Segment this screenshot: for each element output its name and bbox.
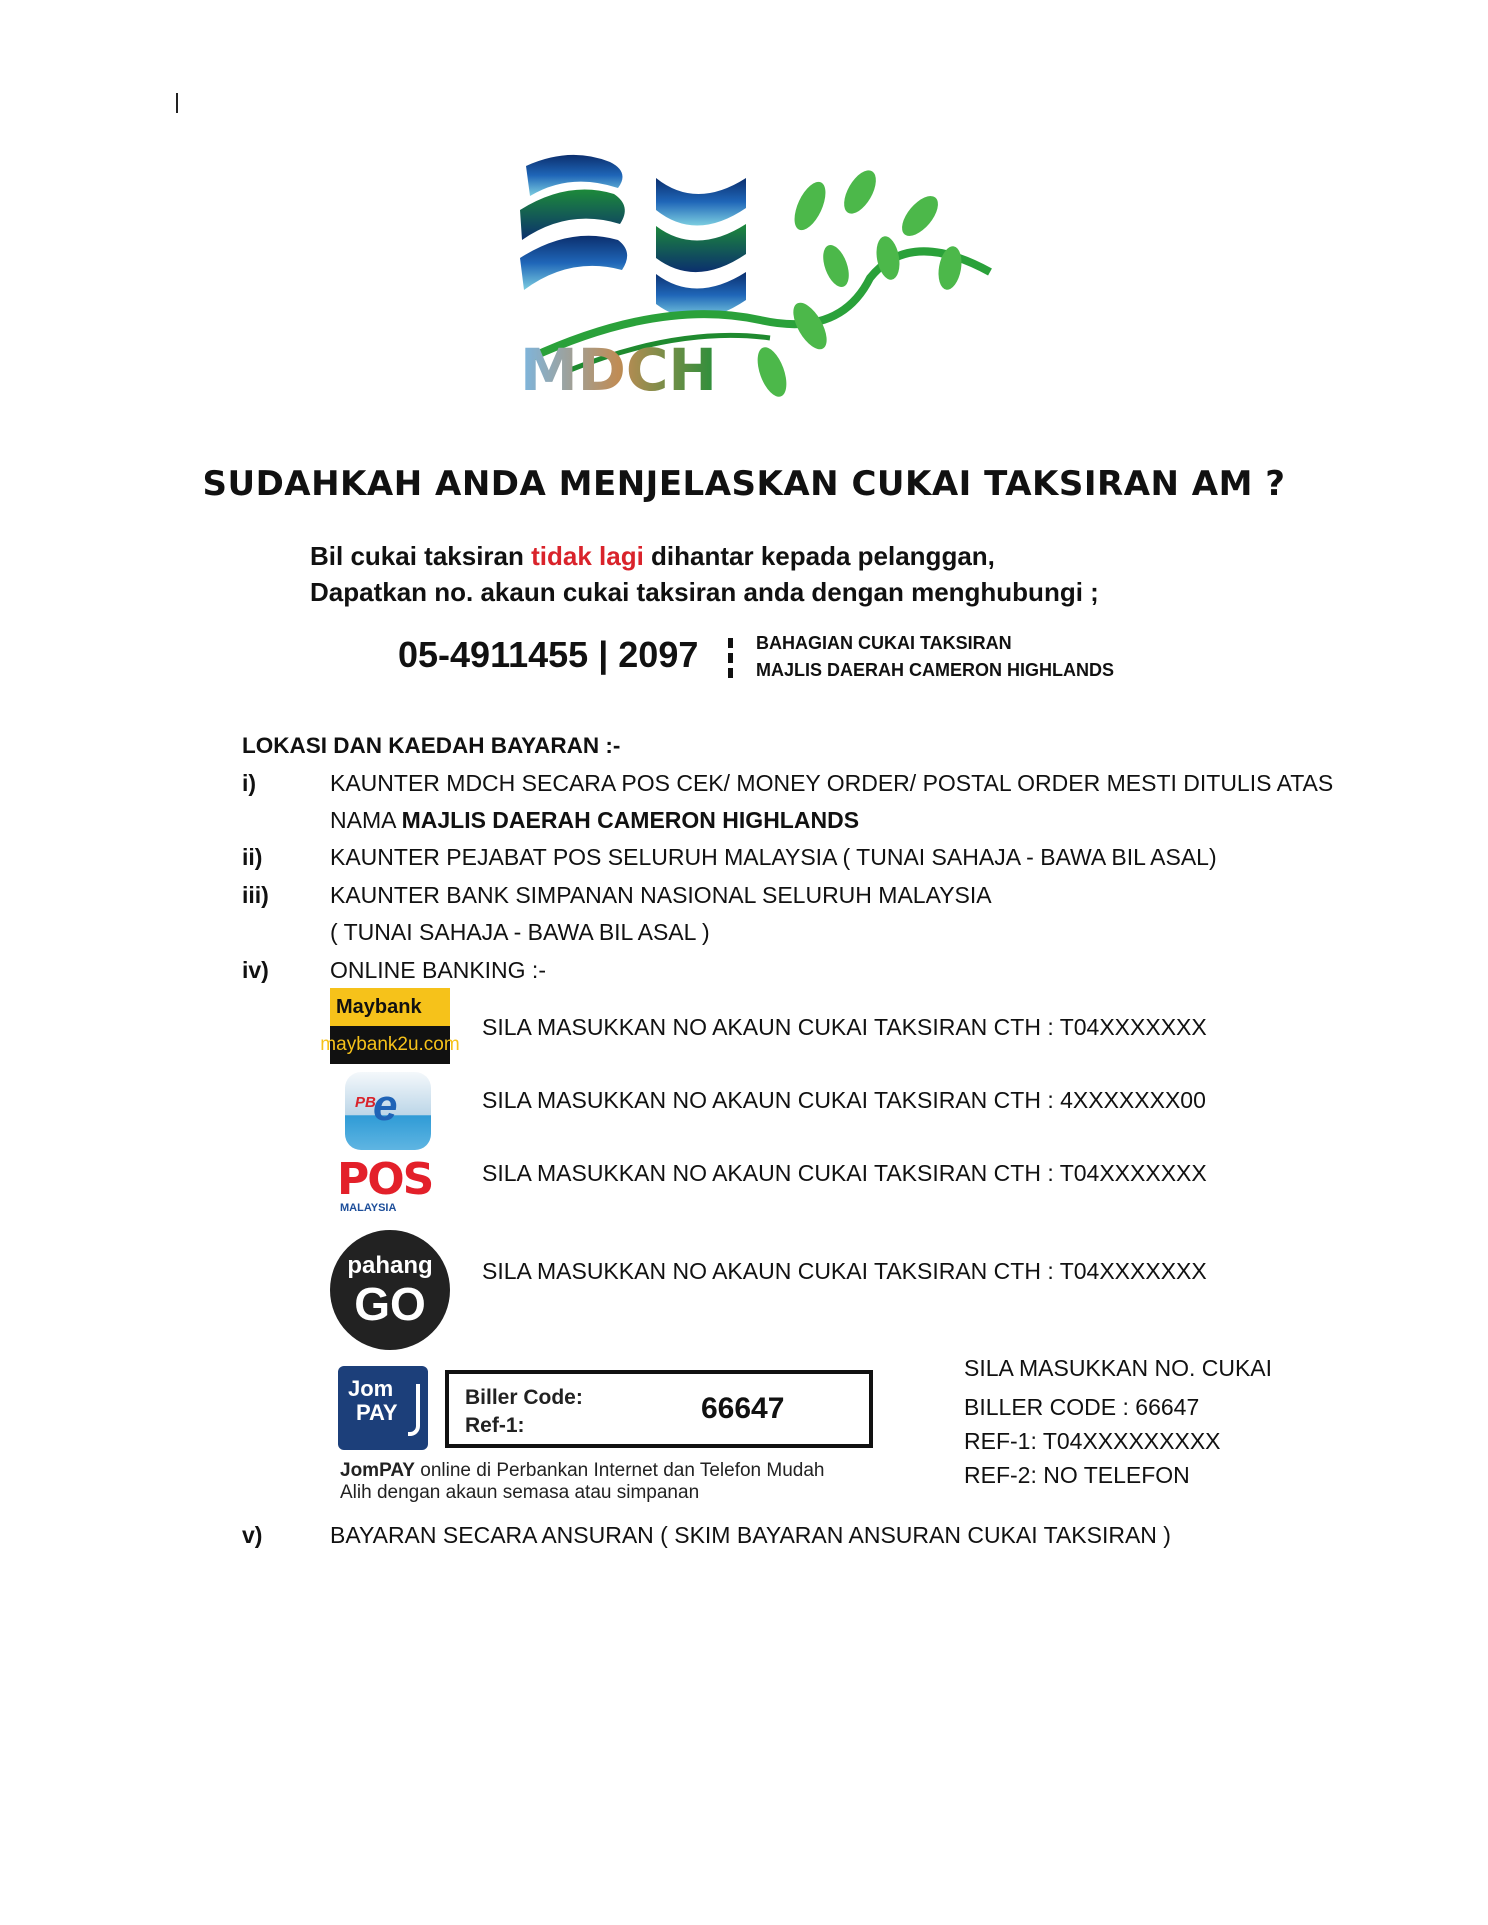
mdch-emblem-icon: [510, 148, 1000, 408]
list-numeral: v): [242, 1522, 263, 1548]
biller-code-label: Biller Code:: [465, 1386, 583, 1409]
list-item-text: NAMA MAJLIS DAERAH CAMERON HIGHLANDS: [330, 807, 860, 833]
jompay-caption: Alih dengan akaun semasa atau simpanan: [340, 1482, 700, 1503]
jompay-logo: Jom PAY: [338, 1366, 428, 1450]
list-item-text: ( TUNAI SAHAJA - BAWA BIL ASAL ): [330, 919, 710, 945]
highlight-text: tidak lagi: [531, 541, 644, 571]
ref-1-label: Ref-1:: [465, 1414, 525, 1437]
list-numeral: iii): [242, 882, 269, 908]
list-numeral: iv): [242, 957, 269, 983]
pos-malaysia-logo: POS MALAYSIA: [337, 1154, 433, 1214]
pahang-go-logo: pahang GO: [330, 1230, 450, 1350]
list-numeral: i): [242, 770, 257, 796]
intro-line-2: Dapatkan no. akaun cukai taksiran anda dengan menghubungi ;: [310, 577, 1099, 607]
phone-number: 05-4911455 | 2097: [398, 634, 699, 675]
biller-code-box: [445, 1370, 873, 1448]
pbe-instruction: SILA MASUKKAN NO AKAUN CUKAI TAKSIRAN CTH : 4XXXXXXX00: [482, 1087, 1206, 1113]
list-item-text: KAUNTER BANK SIMPANAN NASIONAL SELURUH MALAYSIA: [330, 882, 992, 908]
maybank-logo: Maybank maybank2u.com: [330, 988, 450, 1064]
list-numeral: ii): [242, 844, 263, 870]
list-item-text: KAUNTER PEJABAT POS SELURUH MALAYSIA ( TUNAI SAHAJA - BAWA BIL ASAL): [330, 844, 1217, 870]
jompay-instruction: REF-1: T04XXXXXXXXX: [964, 1428, 1221, 1454]
mdch-logo: [510, 148, 1000, 408]
maybank-instruction: SILA MASUKKAN NO AKAUN CUKAI TAKSIRAN CTH : T04XXXXXXX: [482, 1014, 1207, 1040]
jompay-caption: JomPAY online di Perbankan Internet dan Telefon Mudah: [340, 1460, 825, 1481]
jompay-instruction: SILA MASUKKAN NO. CUKAI: [964, 1355, 1273, 1381]
jompay-instruction: BILLER CODE : 66647: [964, 1394, 1200, 1420]
mdch-logo-text: MDCH: [520, 336, 717, 404]
intro-line-1: Bil cukai taksiran tidak lagi dihantar kepada pelanggan,: [310, 541, 995, 571]
list-item-text: BAYARAN SECARA ANSURAN ( SKIM BAYARAN ANSURAN CUKAI TAKSIRAN ): [330, 1522, 1171, 1548]
department-name: BAHAGIAN CUKAI TAKSIRAN: [756, 633, 1012, 653]
dashed-divider: [728, 638, 733, 680]
text-cursor-mark: [176, 93, 178, 113]
pbe-logo: PB e: [345, 1072, 431, 1150]
pos-instruction: SILA MASUKKAN NO AKAUN CUKAI TAKSIRAN CTH : T04XXXXXXX: [482, 1160, 1207, 1186]
jompay-instruction: REF-2: NO TELEFON: [964, 1462, 1190, 1488]
biller-code-value: 66647: [701, 1392, 785, 1425]
list-item-text: KAUNTER MDCH SECARA POS CEK/ MONEY ORDER/ POSTAL ORDER MESTI DITULIS ATAS: [330, 770, 1334, 796]
pahang-go-instruction: SILA MASUKKAN NO AKAUN CUKAI TAKSIRAN CTH : T04XXXXXXX: [482, 1258, 1207, 1284]
list-item-text: ONLINE BANKING :-: [330, 957, 546, 983]
council-name: MAJLIS DAERAH CAMERON HIGHLANDS: [756, 660, 1115, 680]
section-title: LOKASI DAN KAEDAH BAYARAN :-: [242, 733, 621, 758]
page-title: SUDAHKAH ANDA MENJELASKAN CUKAI TAKSIRAN AM ?: [202, 464, 1286, 504]
